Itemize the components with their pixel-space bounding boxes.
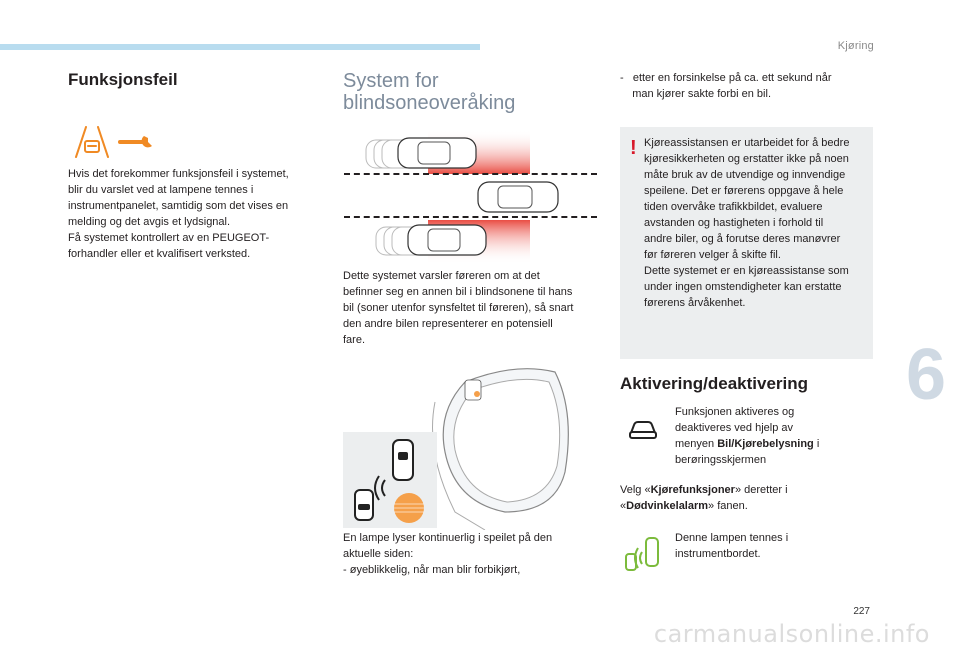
chapter-tab: [898, 333, 960, 423]
section-label: Kjøring: [837, 40, 874, 52]
activation-menu-prefix: menyen: [675, 438, 718, 450]
chapter-number: 6: [906, 335, 947, 415]
warning-line: speilene. Det er førerens oppgave å hele: [644, 185, 844, 197]
warning-line: før føreren velger å skifte fil.: [644, 249, 781, 261]
warning-line: Kjøreassistansen er utarbeidet for å bedre: [644, 137, 850, 149]
select-instructions: [620, 482, 870, 514]
mirror-illustration: [425, 362, 585, 530]
activation-menu-suffix: i: [813, 438, 820, 450]
blind-spot-description: [343, 268, 603, 348]
bullet-line: man kjører sakte forbi en bil.: [620, 88, 771, 100]
lane-marking-top: [344, 173, 597, 175]
menu-driving-functions: Kjørefunksjoner: [650, 484, 735, 496]
warning-line: under ingen omstendigheter kan erstatte: [644, 281, 842, 293]
malfunction-line-2: blir du varslet ved at lampene tennes i: [68, 184, 254, 196]
wrench-icon: [118, 133, 158, 149]
lamp-line: aktuelle siden:: [343, 548, 414, 560]
desc-line: bil (soner utenfor synsfeltet til føreren), så snart: [343, 302, 574, 314]
lamp-description: [343, 530, 603, 578]
warning-line: tiden overvåke trafikkbildet, evaluere: [644, 201, 823, 213]
top-accent-bar: [0, 44, 480, 50]
activation-line: berøringsskjermen: [675, 454, 767, 466]
warning-box: [620, 127, 873, 359]
page-number: 227: [853, 606, 870, 617]
title-line-2: blindsoneoveråking: [343, 92, 516, 114]
desc-line: fare.: [343, 334, 366, 346]
warning-line: avstanden og hastigheten i forhold til: [644, 217, 824, 229]
warning-line: måte bruk av de utvendige og innvendige: [644, 169, 846, 181]
blind-spot-indicator-icon: [622, 536, 662, 572]
warning-line: andre biler, og å forutse deres manøvrer: [644, 233, 841, 245]
warning-line: kjøresikkerheten og erstatter ikke på noen: [644, 153, 849, 165]
select-text: » fanen.: [708, 500, 748, 512]
malfunction-line-5: Få systemet kontrollert av en PEUGEOT-: [68, 232, 270, 244]
warning-line: Dette systemet er en kjøreassistanse som: [644, 265, 849, 277]
warning-icon: !: [630, 137, 637, 159]
tab-blind-spot-alarm: Dødvinkelalarm: [626, 500, 709, 512]
malfunction-line-1: Hvis det forekommer funksjonsfeil i systemet,: [68, 168, 289, 180]
blind-spot-illustration: [340, 130, 600, 265]
desc-line: Dette systemet varsler føreren om at det: [343, 270, 540, 282]
title-line-1: System for: [343, 70, 439, 92]
activation-line: Funksjonen aktiveres og: [675, 406, 795, 418]
bullet-line: - etter en forsinkelse på ca. ett sekund når: [620, 72, 832, 84]
malfunction-text: [68, 166, 318, 262]
section-title-malfunction: Funksjonsfeil: [68, 70, 178, 89]
warning-line: førerens årvåkenhet.: [644, 297, 746, 309]
activation-text: [675, 404, 875, 468]
malfunction-line-6: forhandler eller et kvalifisert verksted.: [68, 248, 251, 260]
indicator-lamp-text: [675, 530, 875, 562]
lamp-line: Denne lampen tennes i: [675, 532, 789, 544]
lamp-line: En lampe lyser kontinuerlig i speilet på den: [343, 532, 553, 544]
car-settings-icon: [628, 419, 658, 441]
lane-marking-bottom: [344, 216, 597, 218]
desc-line: den andre bilen representerer en potensiell: [343, 318, 553, 330]
lamp-bullet-2: [620, 70, 880, 102]
malfunction-line-4: melding og det avgis et lydsignal.: [68, 216, 231, 228]
select-text: » deretter i: [734, 484, 788, 496]
lamp-bullet-1: - øyeblikkelig, når man blir forbikjørt,: [343, 564, 521, 576]
blind-spot-lamp-detail: [343, 432, 437, 528]
watermark: carmanualsonline.info: [653, 620, 930, 648]
activation-line: deaktiveres ved hjelp av: [675, 422, 794, 434]
warning-text: [644, 135, 870, 311]
menu-path: Bil/Kjørebelysning: [717, 438, 814, 450]
section-title-blind-spot: [343, 70, 515, 114]
lamp-line: instrumentbordet.: [675, 548, 761, 560]
malfunction-line-3: instrumentpanelet, samtidig som det vises en: [68, 200, 289, 212]
select-text: Velg «: [620, 484, 651, 496]
section-title-activation: Aktivering/deaktivering: [620, 374, 809, 393]
desc-line: befinner seg en annen bil i blindsonene til hans: [343, 286, 573, 298]
select-text: «: [620, 500, 627, 512]
